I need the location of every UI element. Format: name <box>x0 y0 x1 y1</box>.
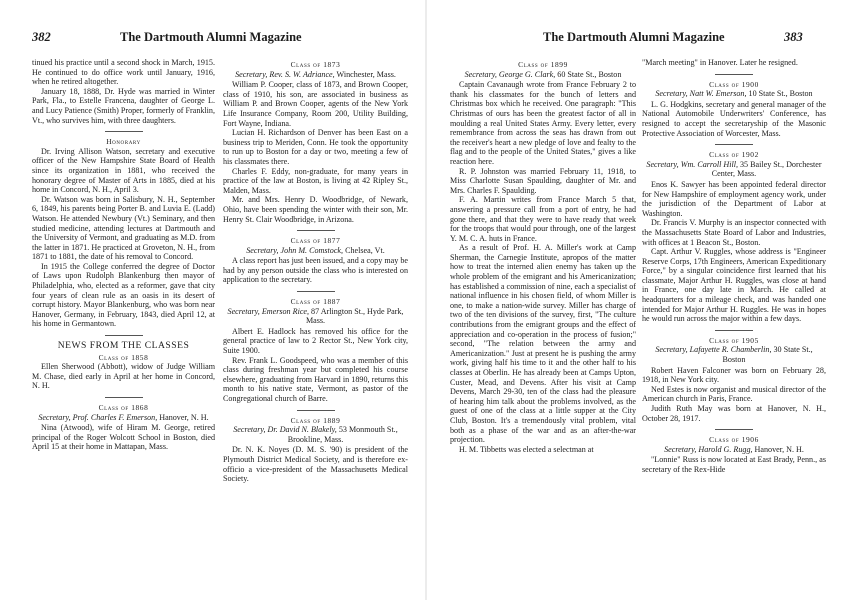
secretary-name: Secretary, George G. Clark, <box>464 69 556 79</box>
secretary-name: Secretary, Harold G. Rugg, <box>664 444 753 454</box>
article-paragraph: Dr. Irving Allison Watson, secretary and executive officer of the New Hampshire State Board of Health since its organization in 1881, who received the honorary degree of Master of Arts in 1885, died at his home in Concord, N. H., April 3. <box>32 146 215 195</box>
article-paragraph: Dr. Francis V. Murphy is an inspector connected with the Massachusetts State Board of Labor and Industries, with offices at 1 Beacon St., Boston. <box>642 218 826 247</box>
article-paragraph: Robert Haven Falconer was born on February 28, 1918, in New York city. <box>642 365 826 385</box>
article-paragraph: "March meeting" in Hanover. Later he resigned. <box>642 58 798 67</box>
section-heading: NEWS FROM THE CLASSES <box>57 340 190 352</box>
right-column-2 <box>642 58 826 475</box>
section-divider <box>105 131 143 132</box>
article-paragraph: Dr. N. K. Noyes (D. M. S. '90) is president of the Plymouth District Medical Society, and is therefore ex-officio a vice-president of the Massachusetts Medical Society. <box>223 445 408 484</box>
article-paragraph: Capt. Arthur V. Ruggles, whose address is "Engineer Reserve Corps, 17th Engineers, American Expeditionary Force," by a singular coincidence first learned that his classmate, Major Arthur H. Ruggles, was close at hand in France, one day late in March. He called at headquarters for a mileage check, and was handed one intended for Major Arthur H. Ruggles. He was in hopes he would run across the major within a few days. <box>642 247 826 324</box>
class-heading: Class of 1887 <box>290 297 341 307</box>
right-column-1 <box>450 58 636 454</box>
section-divider <box>297 230 335 231</box>
article-paragraph: H. M. Tibbetts was elected a selectman at <box>459 444 594 454</box>
secretary-address: 10 State St., Boston <box>746 89 813 99</box>
article-paragraph: Albert E. Hadlock has removed his office for the general practice of law to 2 Rector St., New York city, Suite 1900. <box>223 326 408 356</box>
secretary-address: 60 State St., Boston <box>555 69 622 79</box>
article-paragraph: Captain Cavanaugh wrote from France February 2 to thank his classmates for the bunch of letters and Christmas box which he received. One paragraph: "This Christmas of ours has been the greatest factor of all in moulding a real United States Army. Every letter, every remembrance from across the seas has drawn from out the receiver's heart a new pledge of love and fealty to the flag and to the people of the United States," gives a like reaction here. <box>450 80 636 166</box>
article-paragraph: Rev. Frank L. Goodspeed, who was a member of this class during freshman year but completed his course elsewhere, graduating from Harvard in 1890, returns this month to his native state, Vermont, as pastor of the Congregational church of Barre. <box>223 355 408 403</box>
secretary-address: Hanover, N. H. <box>752 444 804 454</box>
class-secretary-line <box>223 70 408 80</box>
article-paragraph: Ned Estes is now organist and musical director of the American church in Paris, France. <box>642 384 826 404</box>
class-secretary-line <box>642 345 826 364</box>
secretary-address: 87 Arlington St., Hyde Park, Mass. <box>305 306 404 326</box>
class-heading: Class of 1906 <box>709 435 759 445</box>
class-secretary-line <box>450 70 636 80</box>
article-paragraph: R. P. Johnston was married February 11, 1918, to Miss Charlotte Susan Spaulding, daughter of Mr. and Mrs. Charles F. Spaulding. <box>450 166 636 195</box>
section-divider <box>297 291 335 292</box>
class-secretary-line <box>32 413 215 423</box>
section-divider <box>105 397 143 398</box>
article-paragraph: In 1915 the College conferred the degree of Doctor of Laws upon Rudolph Blankenburg then mayor of Philadelphia, who, elected as a reformer, gave that city four years of clean rule as an oasis in its desert of corrupt history. Mayor Blankenburg, who was born near Hanover, Germany, in February, 1843, died April 12, at his home in Germantown. <box>32 261 215 329</box>
secretary-name: Secretary, Wm. Carroll Hill, <box>646 159 738 169</box>
article-paragraph: William P. Cooper, class of 1873, and Brown Cooper, class of 1910, his son, are associated in business as William P. and Brown Cooper, agents of the New York Life Insurance Company, Room 200, Utility Building, Fort Wayne, Indiana. <box>223 80 408 128</box>
section-divider <box>715 74 753 75</box>
class-secretary-line <box>223 307 408 326</box>
class-secretary-line <box>642 160 826 179</box>
left-page-number: 382 <box>32 30 51 44</box>
class-heading: Class of 1868 <box>98 403 149 412</box>
article-paragraph: Ellen Sherwood (Abbott), widow of Judge William M. Chase, died early in April at her home in Concord, N. H. <box>32 362 215 391</box>
left-running-title: The Dartmouth Alumni Magazine <box>120 30 302 44</box>
class-heading: Class of 1905 <box>709 335 759 345</box>
secretary-address: Hanover, N. H. <box>157 412 209 422</box>
class-heading: Class of 1900 <box>709 79 759 89</box>
section-divider <box>715 330 753 331</box>
class-secretary-line <box>642 445 826 455</box>
class-secretary-line <box>223 246 408 256</box>
section-divider <box>715 144 753 145</box>
secretary-name: Secretary, Emerson Rice, <box>227 306 310 316</box>
left-column-1 <box>32 58 215 452</box>
right-running-title: The Dartmouth Alumni Magazine <box>543 30 725 44</box>
article-paragraph: Charles F. Eddy, non-graduate, for many years in practice of the law at Boston, is living at 42 Ripley St., Malden, Mass. <box>223 166 408 195</box>
secretary-address: Winchester, Mass. <box>334 69 396 79</box>
secretary-address: 53 Monmouth St., Brookline, Mass. <box>287 425 398 444</box>
left-column-2 <box>223 58 408 484</box>
secretary-address: Chelsea, Vt. <box>343 245 385 255</box>
article-paragraph: Judith Ruth May was born at Hanover, N. H., October 28, 1917. <box>642 404 826 423</box>
class-secretary-line <box>223 425 408 444</box>
section-divider <box>105 335 143 336</box>
class-heading: Class of 1873 <box>290 60 341 69</box>
class-heading: Class of 1877 <box>290 236 341 246</box>
article-paragraph: Nina (Atwood), wife of Hiram M. George, retired principal of the Roger Wolcott School in Boston, died April 15 at their home in Mattapan, Mass. <box>32 423 215 452</box>
section-divider <box>297 410 335 411</box>
article-paragraph: tinued his practice until a second shock in March, 1915. He continued to do office work until January, 1916, when he retired altogether. <box>32 58 215 87</box>
section-divider <box>715 429 753 430</box>
secretary-name: Secretary, Prof. Charles F. Emerson, <box>38 412 158 422</box>
class-heading: Honorary <box>106 137 141 147</box>
article-paragraph: Lucian H. Richardson of Denver has been East on a business trip to Meriden, Conn. He took the opportunity to run up to Boston for a day or two, meeting a few of his classmates there. <box>223 128 408 166</box>
secretary-name: Secretary, John M. Comstock, <box>246 245 344 255</box>
article-paragraph: As a result of Prof. H. A. Miller's work at Camp Sherman, the Carnegie Institute, apropos of the matter how to treat the interned alien enemy has taken up the whole problem of the emigrant and his Americanization; has established a commission of nine, each a specialist of national influence in his chosen field, of whom Miller is one, to make a nation-wide survey. Miller has charge of two of the ten divisions of the survey, first, "The culture contributions from the emigrant groups and the effect of appreciation and co-operation in the process of fusion;" second, "The relation between the army and Americanization." Just at present he is pushing the army work, giving half his time to it and the other half to his classes at Oberlin. He has already been at Camps Upton, Custer, Mead, and Devens. After his visit at Camp Devens, March 29-30, ten of the class had the pleasure of hearing him talk about the problems involved, as the guest of one of the class at a little supper at the City Club, Boston. It's a tremendously vital problem, vital both as a phase of the war and as an after-the-war projection. <box>450 243 636 445</box>
article-paragraph: A class report has just been issued, and a copy may be had by any person outside the class who is interested on application to the secretary. <box>223 256 408 285</box>
secretary-name: Secretary, Natt W. Emerson, <box>655 89 747 99</box>
article-paragraph: "Lonnie" Russ is now located at East Brady, Penn., as secretary of the Rex-Hide <box>642 455 826 474</box>
class-secretary-line <box>642 89 826 99</box>
article-paragraph: Dr. Watson was born in Salisbury, N. H., September 6, 1849, his parents being Porter B. and Luvia E. (Ladd) Watson. He attended Newbury (Vt.) Seminary, and then studied medicine, attending lectures at Dartmouth and the University of Vermont, and graduating as M.D. from the latter in 1871. He practiced at Groveton, N. H., from 1871 to 1881, the date of his removal to Concord. <box>32 194 215 262</box>
article-paragraph: L. G. Hodgkins, secretary and general manager of the National Automobile Underwriters' Conference, has resigned to accept the secretaryship of the Masonic Protective Association of Worcester, Mass. <box>642 99 826 138</box>
article-paragraph: Enos K. Sawyer has been appointed federal director for New Hampshire of employment agency work, under the jurisdiction of the Department of Labor at Washington. <box>642 179 826 218</box>
right-page <box>426 0 852 600</box>
secretary-name: Secretary, Rev. S. W. Adriance, <box>235 69 335 79</box>
right-page-number: 383 <box>784 30 803 44</box>
class-heading: Class of 1899 <box>518 60 568 69</box>
class-heading: Class of 1902 <box>709 150 759 160</box>
secretary-address: 35 Bailey St., Dorchester Center, Mass. <box>711 159 822 179</box>
secretary-address: 30 State St., Boston <box>722 345 813 365</box>
article-paragraph: F. A. Martin writes from France March 5 that, answering a pressure call from a port of entry, he had gone there, and that they were to have ready that week for the troops that would pour through, one of the largest Y. M. C. A. huts in France. <box>450 195 636 243</box>
secretary-name: Secretary, Dr. David N. Blakely, <box>233 425 337 435</box>
left-running-head <box>32 30 302 45</box>
article-paragraph: January 18, 1888, Dr. Hyde was married in Winter Park, Fla., to Estelle Francena, daughter of George L. and Lucy Patience (Smith) Proper, formerly of Franklin, Vt., who survives him, with three daughters. <box>32 86 215 125</box>
article-paragraph: Mr. and Mrs. Henry D. Woodbridge, of Newark, Ohio, have been spending the winter with their son, Mr. Henry St. Clair Woodbridge, in Arizona. <box>223 195 408 224</box>
secretary-name: Secretary, Lafayette R. Chamberlin, <box>655 345 772 355</box>
class-heading: Class of 1858 <box>98 352 149 362</box>
class-heading: Class of 1889 <box>290 415 341 425</box>
